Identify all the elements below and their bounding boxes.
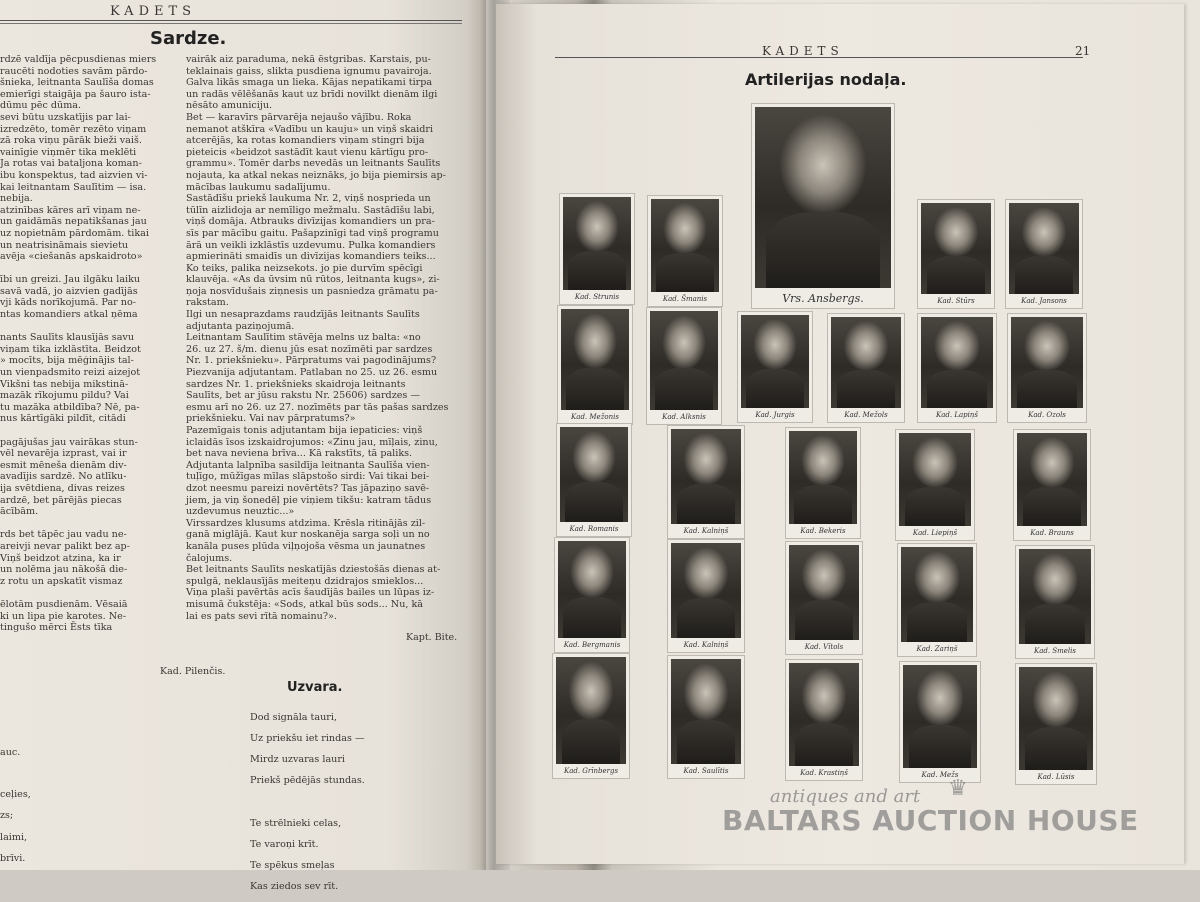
text-line: avēja «ciešanās apskaidroto» bbox=[0, 251, 143, 263]
text-line: Adjutanta lalpnība sasildīja leitnanta Saulīša vien- bbox=[186, 459, 430, 471]
text-line: ija svētdiena, divas reizes bbox=[0, 482, 125, 494]
portrait-image bbox=[650, 311, 718, 410]
text-line: vainīgie viņmēr tika meklēti bbox=[0, 146, 137, 158]
portrait-caption: Kad. Brauns bbox=[1030, 529, 1074, 537]
portrait-caption: Kad. Mežs bbox=[921, 771, 959, 779]
text-line: Nr. 1. priekšnieku». Pārpratums vai pagodinājums? bbox=[186, 355, 437, 367]
portrait-image bbox=[558, 541, 626, 638]
text-line: Mirdz uzvaras lauri bbox=[250, 753, 345, 765]
portrait-caption: Kad. Grīnbergs bbox=[563, 767, 619, 775]
text-line: esmu arī no 26. uz 27. nozīmēts par tās pašas sardzes bbox=[186, 401, 449, 413]
text-line: atzinības kāres arī viņam ne- bbox=[0, 204, 141, 216]
text-line: Te strēlnieki celas, bbox=[250, 817, 342, 829]
text-line: Vikšni tas nebija mikstinā- bbox=[0, 378, 129, 390]
text-line: jiem, ja viņ šonedēļ pie viņiem tikšu: katram tādus bbox=[186, 494, 432, 506]
portrait-image bbox=[901, 547, 973, 642]
text-line: ibu konspektus, tad aizvien vi- bbox=[0, 169, 148, 181]
text-line: ceļies, bbox=[0, 789, 31, 801]
portrait-photo bbox=[648, 196, 722, 306]
text-line: 26. uz 27. š/m. dienu jūs esat nozīmēti par sardzes bbox=[186, 343, 433, 355]
portrait-photo bbox=[918, 200, 994, 308]
portrait-caption: Kad. Mežonis bbox=[571, 413, 619, 421]
text-line: ki un lipa pie karotes. Ne- bbox=[0, 610, 127, 622]
watermark-line-1: antiques and art bbox=[770, 786, 921, 807]
text-line: tu mazāka atbildība? Nē, pa- bbox=[0, 401, 140, 413]
text-line: brīvi. bbox=[0, 852, 26, 864]
text-line: lai es pats sevi rītā nomainu?». bbox=[186, 610, 337, 622]
text-line bbox=[0, 518, 176, 530]
poem-text bbox=[250, 702, 365, 902]
portrait-photo bbox=[786, 542, 862, 654]
text-line bbox=[0, 768, 31, 780]
header-rule bbox=[0, 20, 462, 21]
text-line: vēl nevarēja izprast, vai ir bbox=[0, 448, 127, 460]
portrait-photo bbox=[668, 426, 744, 538]
story-column-2 bbox=[186, 54, 460, 622]
portrait-photo bbox=[1014, 430, 1090, 540]
text-line: Te spēkus smeļas bbox=[250, 859, 335, 871]
text-line: uzdevumus neuztic...» bbox=[186, 506, 295, 518]
portrait-photo bbox=[1008, 314, 1086, 422]
portrait-caption: Kad. Lūsis bbox=[1037, 773, 1075, 781]
text-line: tingušo mērci Ēsts tīka bbox=[0, 622, 113, 634]
text-line: ācībām. bbox=[0, 506, 39, 518]
portrait-caption: Vrs. Ansbergs. bbox=[782, 292, 864, 305]
text-line: spulgā, neklausījās meiteņu dzidrajos smieklos... bbox=[186, 575, 424, 587]
portrait-photo bbox=[898, 544, 976, 656]
portrait-caption: Kad. Zariņš bbox=[916, 645, 958, 653]
text-line: Galva likās smaga un lieka. Kājas nepatikami tirpa bbox=[186, 77, 433, 89]
text-line: savā vadā, jo aizvien gadījās bbox=[0, 285, 138, 297]
portrait-image bbox=[1009, 203, 1079, 294]
text-line: ībi un greizi. Jau ilgāku laiku bbox=[0, 274, 141, 286]
text-line: izredzēto, tomēr rezēto viņam bbox=[0, 123, 147, 135]
text-line: Sastādīšu priekš laukuma Nr. 2, viņš nosprieda un bbox=[186, 193, 431, 205]
portrait-image bbox=[789, 545, 859, 640]
portrait-image bbox=[671, 659, 741, 764]
page-number: 21 bbox=[1075, 44, 1091, 58]
watermark-line-2: BALTARS AUCTION HOUSE bbox=[722, 804, 1139, 837]
portrait-image bbox=[1011, 317, 1083, 408]
text-line bbox=[0, 263, 176, 275]
text-line: rds bet tāpēc jau vadu ne- bbox=[0, 529, 127, 541]
portrait-caption: Kad. Jansons bbox=[1021, 297, 1067, 305]
portrait-caption: Kad. Saulītis bbox=[683, 767, 729, 775]
portrait-caption: Kad. Kalniņš bbox=[683, 527, 729, 535]
portrait-photo bbox=[668, 656, 744, 778]
text-line: nemanot atškīra «Vadību un kauju» un viņš skaidri bbox=[186, 123, 434, 135]
text-line: nēsāto amuniciju. bbox=[186, 100, 273, 112]
text-line: Kas ziedos sev rīt. bbox=[250, 881, 339, 893]
left-page bbox=[0, 0, 486, 893]
portrait-image bbox=[651, 199, 719, 292]
text-line: sardzes Nr. 1. priekšnieks skaidroja leitnants bbox=[186, 378, 406, 390]
text-line: mazāk rīkojumu pildu? Vai bbox=[0, 390, 129, 402]
portrait-photo bbox=[557, 424, 631, 536]
text-line: vairāk aiz paraduma, nekā ēstgribas. Karstais, pu- bbox=[186, 54, 431, 65]
text-line: Ko teiks, palika neizsekots. jo pie durvīm spēcīgi bbox=[186, 262, 423, 274]
portrait-photo bbox=[786, 428, 860, 538]
text-line: emierīgi staigāja pa šauro ista- bbox=[0, 88, 151, 100]
portrait-caption: Kad. Romanis bbox=[569, 525, 619, 533]
text-line bbox=[0, 425, 176, 437]
text-line: un nolēma jau nākošā die- bbox=[0, 564, 128, 576]
text-line: ņoja nosvīdušais ziņnesis un pasniedza grāmatu pa- bbox=[186, 285, 438, 297]
text-line: nebija. bbox=[0, 193, 33, 205]
portrait-image bbox=[563, 197, 631, 290]
text-line: Bet — karavīrs pārvarēja nejaušo vājību. Roka bbox=[186, 111, 412, 123]
header-rule-double bbox=[0, 23, 462, 24]
portrait-image bbox=[556, 657, 626, 764]
portrait-caption: Kad. Lapiņš bbox=[936, 411, 978, 419]
text-line: dzot neesmu pareizi novērtēts? Tas jāpaziņo savē- bbox=[186, 482, 430, 494]
portrait-caption: Kad. Ozols bbox=[1028, 411, 1066, 419]
text-line: ārā un veikli izklāstīs uzdevumu. Pulka komandiers bbox=[186, 239, 436, 251]
text-line: čalojums. bbox=[186, 552, 233, 564]
portrait-photo bbox=[900, 662, 980, 782]
text-line: Dod signāla tauri, bbox=[250, 711, 337, 723]
portrait-caption: Kad. Alksnis bbox=[662, 413, 706, 421]
text-line: misumā čukstēja: «Sods, atkal būs sods... Nu, kā bbox=[186, 598, 424, 610]
text-line: tuļīgo, mūžīgas mīlas slāpstošo sirdi: Vai tikai bei- bbox=[186, 471, 430, 483]
text-line: ardzē, bet pārējās piecas bbox=[0, 494, 122, 506]
text-line: ntas komandiers atkal ņēma bbox=[0, 309, 138, 321]
portrait-image bbox=[741, 315, 809, 408]
text-line: Bet leitnants Saulīts neskatījās dziestošās dienas at- bbox=[186, 564, 441, 576]
portrait-image bbox=[789, 431, 857, 524]
portrait-caption: Kad. Krastiņš bbox=[800, 769, 848, 777]
text-line: sīs par mācību gaitu. Pašapzinīgi tad viņš programu bbox=[186, 227, 439, 239]
portrait-photo bbox=[553, 654, 629, 778]
text-line: kanāla puses plūda viļņojoša vēsma un jaunatnes bbox=[186, 540, 426, 552]
portrait-image bbox=[831, 317, 901, 408]
portrait-caption: Kad. Stūrs bbox=[937, 297, 975, 305]
text-line: priekšnieku. Vai nav pārpratums?» bbox=[186, 413, 356, 425]
text-line: viņam tika izklāstīta. Beidzot bbox=[0, 343, 141, 355]
running-head-left: KADETS bbox=[110, 4, 197, 19]
poem-author: Kad. Pilenčis. bbox=[160, 666, 226, 677]
text-line: kai leitnantam Saulītim — isa. bbox=[0, 181, 147, 193]
portrait-image bbox=[903, 665, 977, 768]
text-line: atcerējās, ka rotas komandiers viņam stingri bija bbox=[186, 135, 425, 147]
photo-page-title: Artilerijas nodaļa. bbox=[745, 70, 907, 89]
portrait-caption: Kad. Kalniņš bbox=[683, 641, 729, 649]
portrait-caption: Kad. Jurgis bbox=[755, 411, 795, 419]
crown-icon: ♛ bbox=[948, 776, 968, 801]
text-line: pagājušas jau vairākas stun- bbox=[0, 436, 138, 448]
text-line: uz nopietnām pārdomām. tikai bbox=[0, 227, 149, 239]
text-line: un neatrisināmais sievietu bbox=[0, 239, 129, 251]
text-line: šnieka, leitnanta Saulīša domas bbox=[0, 77, 154, 89]
portrait-photo bbox=[647, 308, 721, 424]
portrait-image bbox=[1019, 549, 1091, 644]
text-line: Ilgi un nesaprazdams raudzījās leitnants Saulīts bbox=[186, 309, 420, 321]
text-line: ganā miglājā. Kaut kur noskanēja sarga soļi un no bbox=[186, 529, 430, 541]
text-line: grammu». Tomēr darbs nevedās un leitnants Saulīts bbox=[186, 158, 441, 170]
portrait-photo bbox=[1016, 664, 1096, 784]
text-line: un radās vēlēšanās kaut uz brīdi novilkt dienām ilgi bbox=[186, 88, 438, 100]
text-line: avadījis sardzē. No atlīku- bbox=[0, 471, 127, 483]
portrait-photo bbox=[752, 104, 894, 308]
text-line: apmierināti smaidīs un divīzijas komandiers teiks... bbox=[186, 251, 436, 263]
text-line: Saulīts, bet ar jūsu rakstu Nr. 25606) sardzes — bbox=[186, 390, 421, 402]
portrait-photo bbox=[1006, 200, 1082, 308]
portrait-image bbox=[1019, 667, 1093, 770]
text-line: rakstam. bbox=[186, 297, 229, 309]
text-line: nus kārtīgāki pildīt, citādi bbox=[0, 413, 126, 425]
portrait-photo bbox=[786, 660, 862, 780]
text-line bbox=[250, 796, 365, 808]
poem-title: Uzvara. bbox=[287, 680, 343, 695]
text-line: Viņa plaši pavērtās acīs šaudījās bailes un lūpas iz- bbox=[186, 587, 435, 599]
text-line: Pazemīgais tonis adjutantam bija iepaticies: viņš bbox=[186, 425, 423, 436]
portrait-photo bbox=[555, 538, 629, 652]
text-line bbox=[0, 587, 176, 599]
portrait-caption: Kad. Vītols bbox=[804, 643, 844, 651]
portrait-image bbox=[561, 309, 629, 410]
portrait-image bbox=[755, 107, 891, 288]
text-line: Ja rotas vai bataljona koman- bbox=[0, 158, 142, 170]
portrait-photo bbox=[918, 314, 996, 422]
portrait-photo bbox=[896, 430, 974, 540]
text-line: Leitnantam Saulītim stāvēja melns uz balta: «no bbox=[186, 332, 421, 344]
text-line: un vienpadsmito reizi aizejot bbox=[0, 367, 141, 379]
text-line: Priekš pēdējās stundas. bbox=[250, 775, 365, 787]
text-line: zs; bbox=[0, 810, 14, 822]
text-line: Uz priekšu iet rindas — bbox=[250, 732, 365, 744]
text-line: adjutanta paziņojumā. bbox=[186, 320, 295, 332]
text-line: zā roka viņu pārāk bieži vaiš. bbox=[0, 135, 142, 147]
text-line: ēlotām pusdienām. Vēsaiā bbox=[0, 598, 128, 610]
portrait-image bbox=[899, 433, 971, 526]
text-line: auc. bbox=[0, 746, 21, 758]
text-line: sevi būtu uzskatījis par lai- bbox=[0, 111, 131, 123]
text-line: Te varoņi krīt. bbox=[250, 838, 319, 850]
portrait-photo bbox=[738, 312, 812, 422]
portrait-photo bbox=[828, 314, 904, 422]
text-line: Virssardzes klusums atdzima. Krēsla ritinājās zil- bbox=[186, 517, 426, 529]
header-rule-right bbox=[555, 57, 1083, 58]
running-head-right: KADETS bbox=[762, 44, 844, 58]
portrait-image bbox=[671, 429, 741, 524]
text-line: Piezvanija adjutantam. Patlaban no 25. uz 26. esmu bbox=[186, 367, 438, 379]
text-line bbox=[0, 321, 176, 333]
portrait-caption: Kad. Mežols bbox=[844, 411, 888, 419]
text-line: iclaidās īsos izskaidrojumos: «Zinu jau, mīļais, zinu, bbox=[186, 436, 438, 448]
story-column-1 bbox=[0, 54, 176, 634]
story-title: Sardze. bbox=[150, 28, 227, 49]
text-line: pieteicis «beidzot sastādīt kaut vienu kārtīgu pro- bbox=[186, 146, 429, 158]
text-line: nants Saulīts klausījās savu bbox=[0, 332, 135, 344]
portrait-photo bbox=[1016, 546, 1094, 658]
portrait-image bbox=[671, 543, 741, 638]
text-line: rdzē valdīja pēcpusdienas miers bbox=[0, 54, 157, 65]
text-line: laimi, bbox=[0, 831, 28, 843]
story-signature: Kapt. Bite. bbox=[406, 632, 458, 643]
text-line: klauvēja. «As da ūvsim nū rūtos, leitnanta kugs», zi- bbox=[186, 274, 440, 286]
text-line: bet nava neviena brīva... Kā rakstīts, tā paliks. bbox=[186, 448, 413, 460]
portrait-caption: Kad. Šmanis bbox=[662, 295, 708, 303]
text-line: mācības laukumu sadalījumu. bbox=[186, 181, 331, 193]
portrait-caption: Kad. Liepiņš bbox=[912, 529, 958, 537]
text-line: viņš domāja. Atbrauks divīzijas komandiers un pra- bbox=[186, 216, 435, 228]
text-line: un gaidāmās nepatikšanas jau bbox=[0, 216, 147, 228]
portrait-caption: Kad. Bergmanis bbox=[563, 641, 621, 649]
portrait-caption: Kad. Strunis bbox=[574, 293, 620, 301]
text-line: tūlīn aizlidoja ar nemīligo mežmalu. Sastādīšu labi, bbox=[186, 204, 435, 216]
text-line: areivji nevar palikt bez ap- bbox=[0, 540, 130, 552]
portrait-photo bbox=[560, 194, 634, 304]
portrait-image bbox=[921, 203, 991, 294]
portrait-photo bbox=[668, 540, 744, 652]
portrait-photo bbox=[558, 306, 632, 424]
poem-text-cut bbox=[0, 716, 31, 874]
portrait-caption: Kad. Bekeris bbox=[800, 527, 846, 535]
text-line: nojauta, ka atkal nekas neiznāks, jo bija piemirsis ap- bbox=[186, 169, 446, 181]
text-line: z rotu un apskatīt vismaz bbox=[0, 575, 123, 587]
text-line: Viņš beidzot atzina, ka ir bbox=[0, 552, 121, 564]
text-line: » mocīts, bija mēģinājis tal- bbox=[0, 355, 134, 367]
text-line bbox=[0, 726, 31, 738]
portrait-image bbox=[921, 317, 993, 408]
text-line: raucēti nodoties savām pārdo- bbox=[0, 65, 148, 77]
portrait-caption: Kad. Smelis bbox=[1034, 647, 1076, 655]
text-line: vji kāds norīkojumā. Par no- bbox=[0, 297, 137, 309]
portrait-image bbox=[560, 427, 628, 522]
text-line: teklainais gaiss, slikta pusdiena ignumu pavairoja. bbox=[186, 65, 432, 77]
text-line: dūmu pēc dūma. bbox=[0, 100, 82, 112]
text-line: esmit mēneša dienām div- bbox=[0, 459, 127, 471]
portrait-image bbox=[789, 663, 859, 766]
portrait-image bbox=[1017, 433, 1087, 526]
